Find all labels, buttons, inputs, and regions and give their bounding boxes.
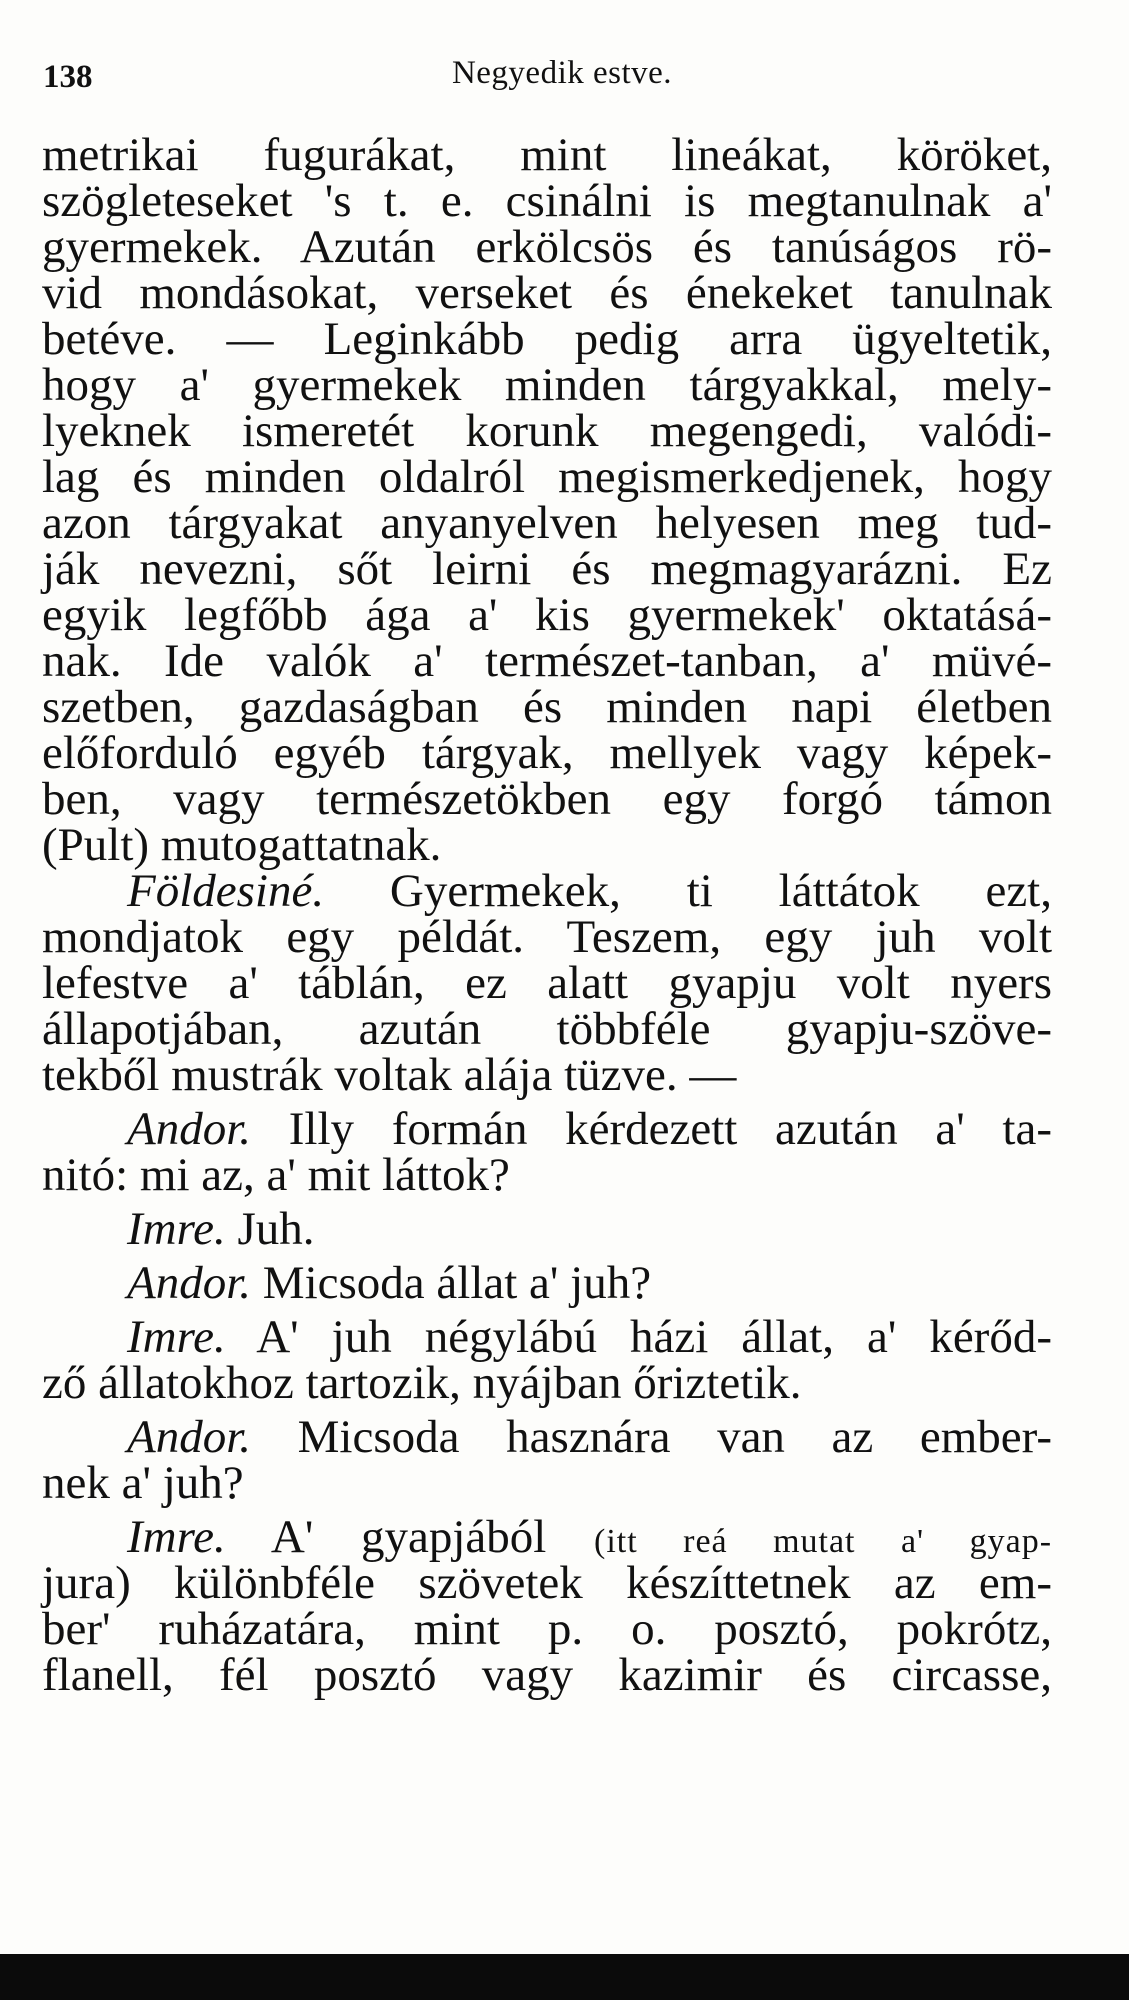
stage-direction: (itt reá mutat a' gyap-: [594, 1523, 1053, 1560]
text-line: lefestve a' táblán, ez alatt gyapju volt nyers: [42, 957, 1052, 1009]
speaker-name: Andor.: [127, 1411, 252, 1463]
text-line: hogy a' gyermekek minden tárgyakkal, mely-: [42, 359, 1052, 411]
text-line: flanell, fél posztó vagy kazimir és circasse,: [42, 1649, 1052, 1701]
speech-text: Micsoda hasznára van az ember-: [297, 1411, 1052, 1463]
text-line: vid mondásokat, verseket és énekeket tanulnak: [42, 267, 1052, 319]
text-line: ző állatokhoz tartozik, nyájban őriztetik.: [42, 1357, 802, 1409]
running-head: Negyedik estve.: [451, 55, 673, 91]
text-line: egyik legfőbb ága a' kis gyermekek' oktatásá-: [42, 589, 1052, 641]
text-line: szetben, gazdaságban és minden napi életben: [42, 681, 1052, 733]
text-line: jura) különbféle szövetek készíttetnek az em-: [42, 1557, 1052, 1609]
text-line: mondjatok egy példát. Teszem, egy juh volt: [42, 911, 1052, 963]
speech-text: Illy formán kérdezett azután a' ta-: [288, 1103, 1052, 1155]
page-number: 138: [43, 59, 93, 95]
speaker-name: Andor.: [127, 1103, 252, 1155]
speech-text: A' gyapjából: [270, 1511, 547, 1563]
text-line: betéve. — Leginkább pedig arra ügyeltetik,: [42, 313, 1052, 365]
dialogue-line: [42, 1257, 1052, 1309]
text-line: gyermekek. Azután erkölcsös és tanúságos rö-: [42, 221, 1052, 273]
dialogue-line: [42, 1311, 1052, 1363]
dialogue-line: [42, 1203, 1052, 1255]
text-line: ber' ruházatára, mint p. o. posztó, pokrótz,: [42, 1603, 1052, 1655]
speech-text: Gyermekek, ti láttátok ezt,: [389, 865, 1052, 917]
text-line: tekből mustrák voltak alája tüzve. —: [42, 1049, 737, 1101]
dialogue-line: [42, 1511, 1053, 1563]
dialogue-line: [42, 1411, 1052, 1463]
text-line: nek a' juh?: [42, 1457, 244, 1509]
speech-text: Juh.: [237, 1203, 315, 1255]
speaker-name: Imre.: [127, 1203, 226, 1255]
speaker-name: Földesiné.: [127, 865, 325, 917]
text-line: azon tárgyakat anyanyelven helyesen meg tud-: [42, 497, 1052, 549]
speaker-name: Andor.: [127, 1257, 252, 1309]
body-text: [42, 129, 1053, 1701]
text-line: lag és minden oldalról megismerkedjenek, hogy: [42, 451, 1052, 503]
text-line: előforduló egyéb tárgyak, mellyek vagy képek-: [42, 727, 1052, 779]
speech-text: Micsoda állat a' juh?: [262, 1257, 652, 1309]
text-line: nak. Ide valók a' természet-tanban, a' müvé-: [42, 635, 1052, 687]
speaker-name: Imre.: [127, 1311, 226, 1363]
scan-bottom-edge: [0, 1954, 1129, 2000]
text-line: ják nevezni, sőt leirni és megmagyarázni. Ez: [42, 543, 1052, 595]
dialogue-line: [42, 865, 1052, 917]
text-line: lyeknek ismeretét korunk megengedi, valódi-: [42, 405, 1052, 457]
text-line: ben, vagy természetökben egy forgó támon: [42, 773, 1052, 825]
text-line: (Pult) mutogattatnak.: [42, 819, 442, 871]
text-line: metrikai fugurákat, mint lineákat, köröket,: [42, 129, 1052, 181]
text-line: állapotjában, azután többféle gyapju-szöve-: [42, 1003, 1052, 1055]
speech-text: A' juh négylábú házi állat, a' kérőd-: [256, 1311, 1052, 1363]
text-line: szögleteseket 's t. e. csinálni is megtanulnak a': [42, 175, 1052, 227]
text-line: nitó: mi az, a' mit láttok?: [42, 1149, 510, 1201]
page-header: [40, 55, 1084, 105]
speaker-name: Imre.: [127, 1511, 226, 1563]
dialogue-line: [42, 1103, 1052, 1155]
